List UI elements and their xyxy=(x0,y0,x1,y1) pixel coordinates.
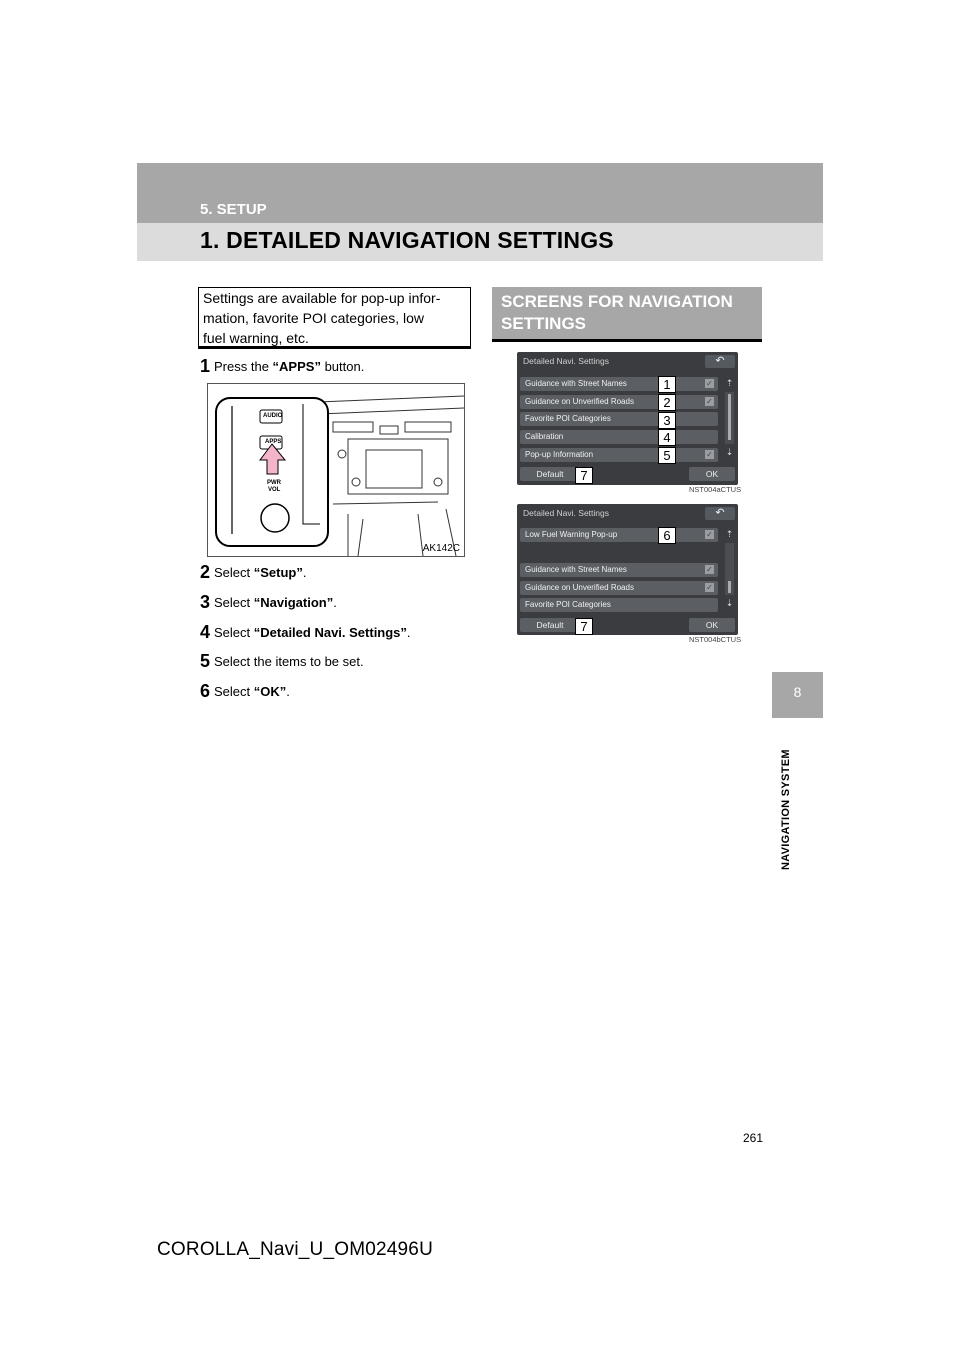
step-text-end: . xyxy=(302,565,307,580)
footer-doc-id: COROLLA_Navi_U_OM02496U xyxy=(157,1239,433,1260)
chapter-name: NAVIGATION SYSTEM xyxy=(780,749,792,870)
step-text: Select xyxy=(214,565,254,580)
step-number: 5 xyxy=(200,651,211,671)
step-quoted: “APPS” xyxy=(272,359,321,374)
setting-row-unverified-roads[interactable] xyxy=(520,581,718,595)
step-1 xyxy=(200,356,364,377)
step-number: 6 xyxy=(200,681,211,701)
row-label: Pop-up Information xyxy=(525,450,594,459)
chapter-title: 1. DETAILED NAVIGATION SETTINGS xyxy=(200,227,614,253)
chapter-number: 8 xyxy=(793,684,802,700)
step-text: Select the items to be set. xyxy=(214,654,364,669)
default-button[interactable]: Default xyxy=(520,467,580,481)
callout-number: 2 xyxy=(658,394,676,411)
row-label: Calibration xyxy=(525,432,564,441)
row-label: Guidance with Street Names xyxy=(525,565,627,574)
screens-heading-line: SETTINGS xyxy=(501,314,587,333)
callout-number: 1 xyxy=(658,376,676,393)
scroll-down-icon[interactable]: ⇣ xyxy=(725,598,734,608)
step-text: Select xyxy=(214,595,254,610)
screen-detailed-navi-settings-2 xyxy=(517,504,738,635)
intro-line: Settings are available for pop-up infor- xyxy=(203,290,441,306)
callout-number: 7 xyxy=(575,618,593,635)
step-text-end: . xyxy=(333,595,337,610)
intro-line: mation, favorite POI categories, low xyxy=(203,310,424,326)
step-number: 4 xyxy=(200,622,211,642)
setting-row-favorite-poi[interactable] xyxy=(520,598,718,612)
screens-heading-text xyxy=(501,291,733,335)
screen-title: Detailed Navi. Settings xyxy=(523,508,609,518)
row-label: Favorite POI Categories xyxy=(525,414,611,423)
checkbox-icon[interactable]: ✓ xyxy=(706,450,713,459)
dashboard-drawing xyxy=(208,384,464,556)
step-number: 1 xyxy=(200,356,211,376)
page-number: 261 xyxy=(743,1131,764,1145)
step-text: Press the xyxy=(214,359,273,374)
callout-number: 5 xyxy=(658,447,676,464)
callout-number: 4 xyxy=(658,429,676,446)
checkbox-icon[interactable]: ✓ xyxy=(706,530,713,539)
callout-number: 3 xyxy=(658,412,676,429)
scrollbar[interactable] xyxy=(725,392,734,444)
step-number: 2 xyxy=(200,562,211,582)
ok-button[interactable]: OK xyxy=(689,467,735,481)
ok-button[interactable]: OK xyxy=(689,618,735,632)
step-quoted: “Navigation” xyxy=(253,595,334,610)
step-4 xyxy=(200,622,411,643)
apps-button-label: APPS xyxy=(265,439,282,445)
scroll-down-icon[interactable]: ⇣ xyxy=(725,447,734,457)
callout-number: 7 xyxy=(575,467,593,484)
screen-detailed-navi-settings-1 xyxy=(517,352,738,485)
row-label: Favorite POI Categories xyxy=(525,600,611,609)
step-quoted: “OK” xyxy=(253,684,287,699)
checkbox-icon[interactable]: ✓ xyxy=(706,379,713,388)
checkbox-icon[interactable]: ✓ xyxy=(706,565,713,574)
checkbox-icon[interactable]: ✓ xyxy=(706,397,713,406)
setting-row-low-fuel-popup[interactable] xyxy=(520,528,718,542)
row-label: Low Fuel Warning Pop-up xyxy=(525,530,618,539)
intro-box xyxy=(198,287,471,349)
step-text-end: . xyxy=(286,684,290,699)
empty-row xyxy=(520,548,718,562)
vol-label: VOL xyxy=(268,487,281,493)
screens-heading xyxy=(492,287,762,342)
audio-button-label: AUDIO xyxy=(263,413,283,419)
screens-heading-line: SCREENS FOR NAVIGATION xyxy=(501,292,733,311)
step-6 xyxy=(200,681,290,702)
setting-row-street-names[interactable] xyxy=(520,377,718,391)
scroll-up-icon[interactable]: ⇡ xyxy=(725,529,734,539)
step-5 xyxy=(200,651,364,672)
figure-code: NST004aCTUS xyxy=(689,485,742,494)
screen-title: Detailed Navi. Settings xyxy=(523,356,609,366)
step-quoted: “Detailed Navi. Settings” xyxy=(253,625,407,640)
back-arrow-icon: ↶ xyxy=(715,355,725,367)
scroll-up-icon[interactable]: ⇡ xyxy=(725,378,734,388)
setting-row-popup-info[interactable] xyxy=(520,448,718,462)
section-label: 5. SETUP xyxy=(200,201,267,218)
callout-number: 6 xyxy=(658,527,676,544)
row-label: Guidance on Unverified Roads xyxy=(525,397,634,406)
step-2 xyxy=(200,562,307,583)
scroll-thumb[interactable] xyxy=(728,581,731,593)
step-quoted: “Setup” xyxy=(253,565,303,580)
row-label: Guidance on Unverified Roads xyxy=(525,583,634,592)
step-text: Select xyxy=(214,625,254,640)
intro-line: fuel warning, etc. xyxy=(203,330,309,346)
step-3 xyxy=(200,592,337,613)
setting-row-calibration[interactable] xyxy=(520,430,718,444)
step-number: 3 xyxy=(200,592,211,612)
figure-code: AK142C xyxy=(422,543,460,554)
back-arrow-icon: ↶ xyxy=(715,507,725,519)
scrollbar[interactable] xyxy=(725,543,734,595)
figure-code: NST004bCTUS xyxy=(689,635,742,644)
default-button[interactable]: Default xyxy=(520,618,580,632)
back-button[interactable] xyxy=(705,355,735,368)
step-text-end: button. xyxy=(320,359,365,374)
scroll-thumb[interactable] xyxy=(728,394,731,440)
setting-row-unverified-roads[interactable] xyxy=(520,395,718,409)
setting-row-favorite-poi[interactable] xyxy=(520,412,718,426)
step-text-end: . xyxy=(406,625,411,640)
step-text: Select xyxy=(214,684,254,699)
setting-row-street-names[interactable] xyxy=(520,563,718,577)
pwr-label: PWR xyxy=(267,480,281,486)
checkbox-icon[interactable]: ✓ xyxy=(706,583,713,592)
row-label: Guidance with Street Names xyxy=(525,379,627,388)
dashboard-illustration xyxy=(207,383,465,557)
back-button[interactable] xyxy=(705,507,735,520)
